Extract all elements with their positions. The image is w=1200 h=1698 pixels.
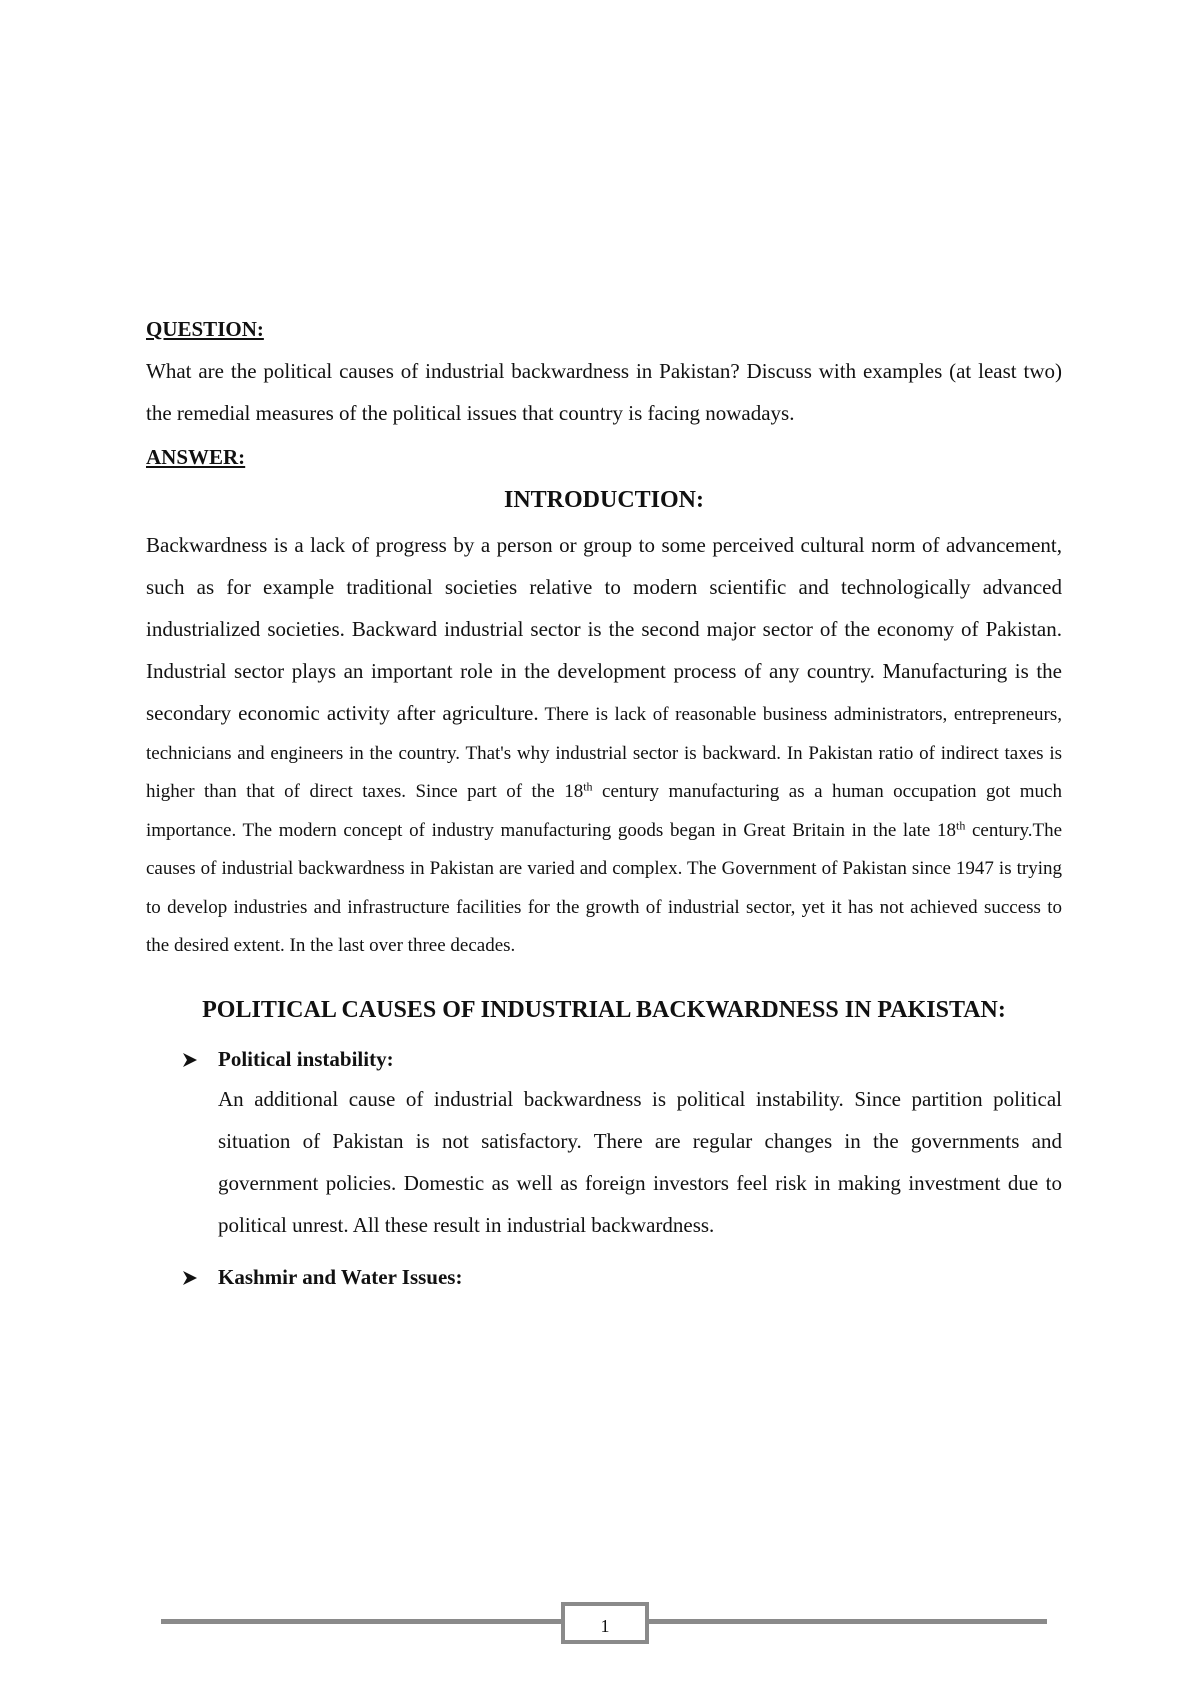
introduction-text-part1: Backwardness is a lack of progress by a person or group to some perceived cultural norm of advancement, such as for example traditional societies relative to modern scientific and technologically advanced industrialized societies. Backward industrial sector is the second major sector of the economy of Pakistan. Industrial sector plays an important role in the development process of any country. Manufacturing is the secondary economic activity after agriculture. [146,533,1062,725]
political-causes-heading: POLITICAL CAUSES OF INDUSTRIAL BACKWARDNESS IN PAKISTAN: [202,996,1006,1023]
bullet-title: Kashmir and Water Issues: [218,1264,463,1289]
bullet-body-political-instability: An additional cause of industrial backwardness is political instability. Since partition political situation of Pakistan is not satisfactory. There are regular changes in the governments and government policies. Domestic as well as foreign investors feel risk in making investment due to political unrest. All these result in industrial backwardness. [218,1086,1062,1237]
arrow-bullet-icon [182,1052,198,1068]
introduction-heading: INTRODUCTION: [503,487,704,513]
footer-rule-right [647,1619,1047,1624]
question-label: QUESTION: [146,317,264,341]
page-number: 1 [561,1602,649,1644]
superscript-th-2: th [955,818,966,833]
bullet-kashmir-water [218,1262,1062,1292]
bullet-political-instability [218,1044,1062,1074]
document-content [146,314,1062,1292]
introduction-text-part2b: century manufacturing as a human occupation got much importance. The modern concept of industry manufacturing goods began in Great Britain in the late 18 [146,781,1062,841]
bullet-title: Political instability: [218,1046,394,1071]
introduction-text-part2c: century.The causes of industrial backwardness in Pakistan are varied and complex. The Government of Pakistan since 1947 is trying to develop industries and infrastructure facilities for the growth of industrial sector, yet it has not achieved success to the desired extent. In the last over three decades. [146,819,1062,956]
arrow-bullet-icon [182,1270,198,1286]
answer-label: ANSWER: [146,445,246,469]
introduction-text-part2a: There is lack of reasonable business administrators, entrepreneurs, technicians and engineers in the country. That's why industrial sector is backward. In Pakistan ratio of indirect taxes is higher than that of direct taxes. Since part of the 18 [146,704,1063,802]
introduction-paragraph [146,524,1062,966]
question-text: What are the political causes of industrial backwardness in Pakistan? Discuss with examples (at least two) the remedial measures of the political issues that country is facing nowadays. [146,359,1062,425]
superscript-th: th [583,779,593,794]
footer-rule-left [161,1619,561,1624]
